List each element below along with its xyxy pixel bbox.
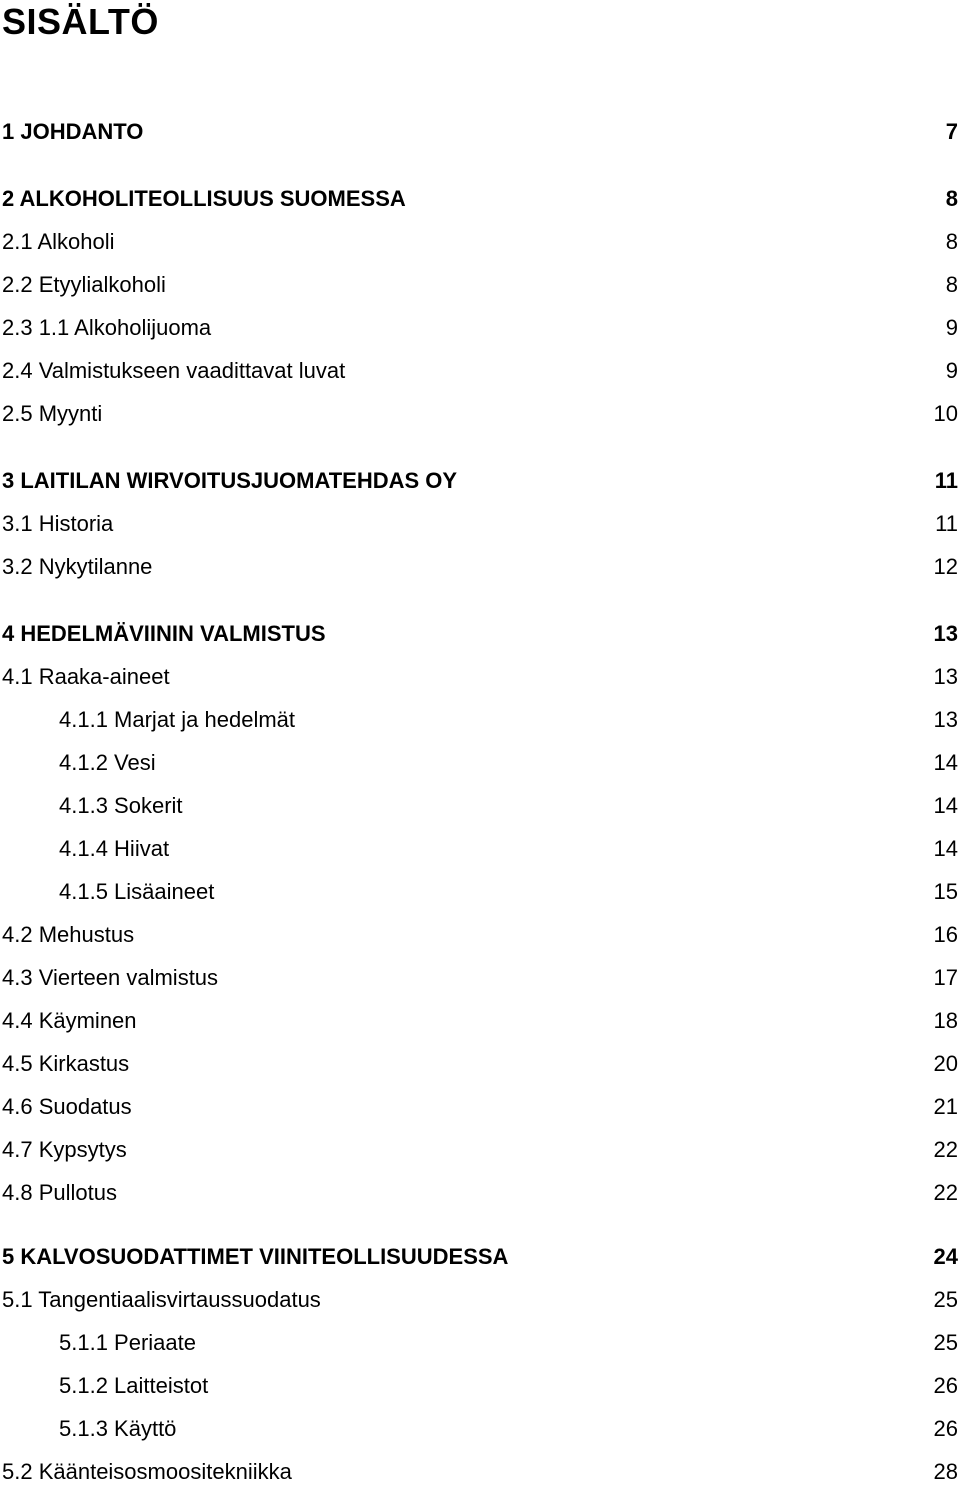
toc-entry-page-number: 16 <box>933 922 958 947</box>
toc-entry-page-number: 18 <box>933 1008 958 1033</box>
toc-entry-page-number: 8 <box>945 186 958 211</box>
toc-entry[interactable] <box>0 552 960 582</box>
toc-entry-page-number: 21 <box>933 1094 958 1119</box>
toc-entry[interactable] <box>0 1457 960 1487</box>
toc-entry[interactable] <box>0 1178 960 1208</box>
toc-entry-page-number: 17 <box>933 965 958 990</box>
toc-entry-page-number: 9 <box>945 358 958 383</box>
toc-entry-label: 2 ALKOHOLITEOLLISUUS SUOMESSA <box>2 186 406 211</box>
toc-entry[interactable] <box>0 791 960 821</box>
toc-entry-label: 4.2 Mehustus <box>2 922 135 947</box>
toc-entry[interactable] <box>0 356 960 386</box>
toc-chapter-entry[interactable] <box>0 117 960 147</box>
toc-entry[interactable] <box>0 1371 960 1401</box>
toc-entry[interactable] <box>0 1135 960 1165</box>
toc-entry-label: 5.1 Tangentiaalisvirtaussuodatus <box>2 1287 321 1312</box>
toc-entry-label: 2.1 Alkoholi <box>2 229 115 254</box>
toc-entry-page-number: 13 <box>933 664 958 689</box>
toc-entry-label: 4.1.5 Lisäaineet <box>59 879 215 904</box>
toc-entry-label: 2.2 Etyylialkoholi <box>2 272 166 297</box>
toc-entry-page-number: 13 <box>933 707 958 732</box>
toc-entry-page-number: 24 <box>933 1244 958 1269</box>
toc-entry[interactable] <box>0 1328 960 1358</box>
toc-entry[interactable] <box>0 313 960 343</box>
toc-entry-label: 4.7 Kypsytys <box>2 1137 127 1162</box>
toc-entry[interactable] <box>0 270 960 300</box>
toc-chapter-entry[interactable] <box>0 184 960 214</box>
toc-entry-label: 5.1.2 Laitteistot <box>59 1373 209 1398</box>
toc-entry-page-number: 8 <box>945 272 958 297</box>
toc-entry-label: 2.3 1.1 Alkoholijuoma <box>2 315 212 340</box>
toc-entry-label: 5.1.3 Käyttö <box>59 1416 177 1441</box>
toc-chapter-entry[interactable] <box>0 466 960 496</box>
toc-entry[interactable] <box>0 1414 960 1444</box>
toc-entry-label: 4.3 Vierteen valmistus <box>2 965 219 990</box>
toc-entry-page-number: 15 <box>933 879 958 904</box>
toc-entry-label: 4.1.3 Sokerit <box>59 793 183 818</box>
toc-entry-page-number: 12 <box>933 554 958 579</box>
toc-entry-label: 4.1.2 Vesi <box>59 750 156 775</box>
toc-entry[interactable] <box>0 662 960 692</box>
toc-entry-label: 4.1 Raaka-aineet <box>2 664 170 689</box>
toc-entry-page-number: 26 <box>933 1373 958 1398</box>
toc-entry[interactable] <box>0 1285 960 1315</box>
toc-entry-page-number: 22 <box>933 1180 958 1205</box>
toc-entry-page-number: 10 <box>933 401 958 426</box>
toc-entry-page-number: 14 <box>933 836 958 861</box>
toc-entry-page-number: 22 <box>933 1137 958 1162</box>
toc-entry-page-number: 25 <box>933 1287 958 1312</box>
toc-entry[interactable] <box>0 1092 960 1122</box>
toc-entry[interactable] <box>0 920 960 950</box>
toc-entry-label: 3.2 Nykytilanne <box>2 554 153 579</box>
toc-entry-label: 2.5 Myynti <box>2 401 103 426</box>
toc-entry-page-number: 11 <box>934 468 958 493</box>
toc-entry[interactable] <box>0 509 960 539</box>
toc-entry-label: 5.2 Käänteisosmoositekniikka <box>2 1459 292 1484</box>
toc-entry-label: 4.6 Suodatus <box>2 1094 132 1119</box>
toc-entry-page-number: 11 <box>935 511 958 536</box>
toc-entry-label: 4.8 Pullotus <box>2 1180 117 1205</box>
toc-chapter-entry[interactable] <box>0 1242 960 1272</box>
toc-entry[interactable] <box>0 963 960 993</box>
toc-entry[interactable] <box>0 399 960 429</box>
toc-chapter-entry[interactable] <box>0 619 960 649</box>
toc-entry-page-number: 26 <box>933 1416 958 1441</box>
toc-entry[interactable] <box>0 227 960 257</box>
toc-entry[interactable] <box>0 705 960 735</box>
toc-entry-label: 5.1.1 Periaate <box>59 1330 196 1355</box>
toc-entry-page-number: 9 <box>945 315 958 340</box>
toc-entry-label: 4 HEDELMÄVIININ VALMISTUS <box>2 621 326 646</box>
toc-entry-label: 3 LAITILAN WIRVOITUSJUOMATEHDAS OY <box>2 468 458 493</box>
toc-entry-label: 4.4 Käyminen <box>2 1008 137 1033</box>
toc-entry[interactable] <box>0 1006 960 1036</box>
toc-entry[interactable] <box>0 834 960 864</box>
toc-entry-page-number: 14 <box>933 750 958 775</box>
toc-entry-page-number: 14 <box>933 793 958 818</box>
toc-entry-page-number: 13 <box>933 621 958 646</box>
toc-entry-page-number: 7 <box>945 119 958 144</box>
toc-entry-label: 2.4 Valmistukseen vaadittavat luvat <box>2 358 346 383</box>
toc-entry-label: 3.1 Historia <box>2 511 114 536</box>
toc-entry-label: 5 KALVOSUODATTIMET VIINITEOLLISUUDESSA <box>2 1244 509 1269</box>
toc-entry-label: 4.1.4 Hiivat <box>59 836 170 861</box>
toc-entry[interactable] <box>0 1049 960 1079</box>
toc-entry-page-number: 8 <box>945 229 958 254</box>
toc-entry-page-number: 28 <box>933 1459 958 1484</box>
toc-entry-page-number: 20 <box>933 1051 958 1076</box>
toc-entry-page-number: 25 <box>933 1330 958 1355</box>
page-title: SISÄLTÖ <box>2 1 159 42</box>
toc-entry-label: 4.5 Kirkastus <box>2 1051 130 1076</box>
toc-entry-label: 4.1.1 Marjat ja hedelmät <box>59 707 296 732</box>
toc-entry[interactable] <box>0 877 960 907</box>
toc-entry-label: 1 JOHDANTO <box>2 119 144 144</box>
toc-entry[interactable] <box>0 748 960 778</box>
